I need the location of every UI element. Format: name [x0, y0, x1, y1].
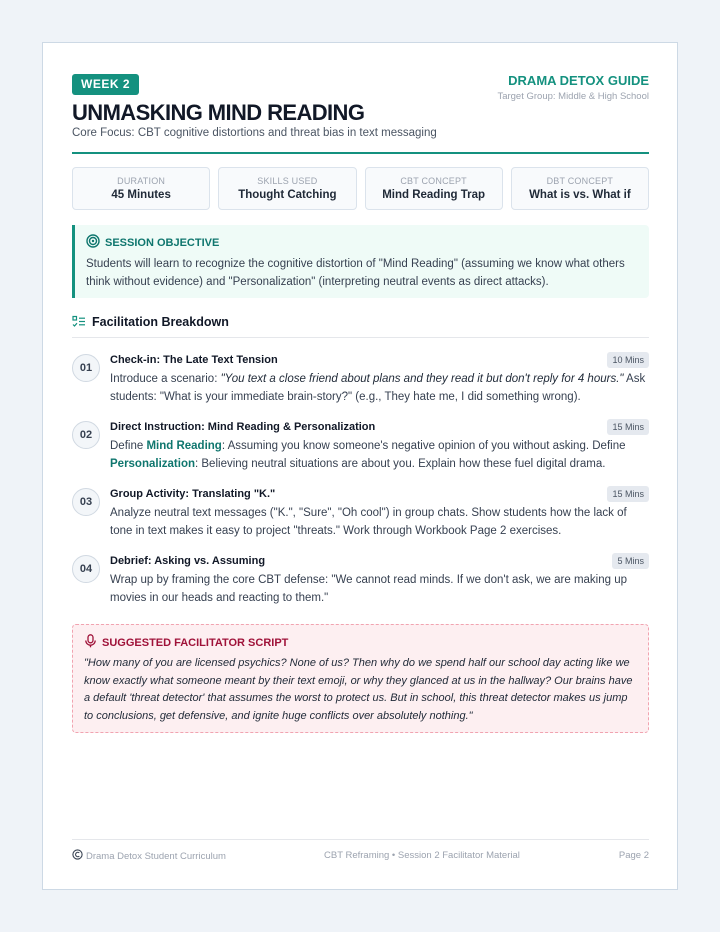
target-group: Target Group: Middle & High School: [497, 91, 649, 102]
step-item: [72, 352, 649, 419]
step-item: [72, 419, 649, 486]
stat-value: What is vs. What if: [529, 189, 631, 201]
document-page: [42, 42, 678, 890]
stat-value: Mind Reading Trap: [382, 189, 486, 201]
step-text: Define: [110, 440, 147, 452]
step-title: Debrief: Asking vs. Assuming: [110, 555, 266, 567]
step-title: Group Activity: Translating "K.": [110, 488, 276, 500]
step-item: [72, 553, 649, 620]
microphone-icon: [84, 634, 97, 651]
copyright-icon: [72, 849, 83, 863]
stat-dbt-concept: [511, 167, 649, 210]
script-heading-row: [84, 634, 637, 651]
stat-label: CBT CONCEPT: [400, 176, 467, 186]
stat-skills: [218, 167, 356, 210]
footer-curriculum: Drama Detox Student Curriculum: [86, 850, 226, 862]
step-time-badge: 10 Mins: [607, 352, 649, 368]
footer-left: [72, 849, 226, 863]
step-text: : Assuming you know someone's negative opinion of you without asking. Define: [221, 440, 626, 452]
breakdown-heading-row: [72, 315, 649, 338]
steps-list: [72, 352, 649, 620]
stat-label: SKILLS USED: [257, 176, 318, 186]
step-number: 02: [72, 421, 100, 449]
step-description: [110, 438, 649, 473]
step-title: Direct Instruction: Mind Reading & Personalization: [110, 421, 376, 433]
step-time-badge: 15 Mins: [607, 486, 649, 502]
term-highlight: Personalization: [110, 457, 195, 470]
step-description: Wrap up by framing the core CBT defense: "We cannot read minds. If we don't ask, we are making up movies in our heads and reacting to them.": [110, 574, 628, 604]
target-icon: [86, 234, 100, 251]
stats-row: [72, 167, 649, 210]
stat-label: DURATION: [117, 176, 166, 186]
stat-value: 45 Minutes: [111, 189, 171, 201]
step-description: Analyze neutral text messages ("K.", "Sure", "Oh cool") in group chats. Show students how the lack of tone in text makes it easy to project "threats." Work through Workbook Page 2 exercises.: [110, 507, 627, 537]
stat-cbt-concept: [365, 167, 503, 210]
step-time-badge: 15 Mins: [607, 419, 649, 435]
objective-heading: SESSION OBJECTIVE: [105, 236, 220, 249]
step-number: 01: [72, 354, 100, 382]
step-title: Check-in: The Late Text Tension: [110, 354, 278, 366]
step-text: : Believing neutral situations are about you. Explain how these fuel digital drama.: [195, 457, 606, 470]
script-text: "How many of you are licensed psychics? None of us? Then why do we spend half our school day acting like we know exactly what someone meant by their text emoji, or why they glanced at us in the hallway? Our brains have a default 'threat detector' that assumes the worst to protect us. But in school, this threat detector makes us jump to conclusions, get defensive, and ignite huge conflicts over absolutely nothing.": [84, 657, 633, 722]
scenario-quote: "You text a close friend about plans and they read it but don't reply for 4 hours.": [220, 373, 624, 385]
script-heading: SUGGESTED FACILITATOR SCRIPT: [102, 636, 289, 649]
objective-text: Students will learn to recognize the cognitive distortion of "Mind Reading" (assuming we know what others think without evidence) and "Personalization" (interpreting neutral events as direct attacks).: [86, 258, 625, 288]
step-description: [110, 371, 649, 406]
step-text: Ask students: "What is your immediate brain-story?" (e.g., They hate me, I did something wrong).: [110, 373, 646, 403]
step-item: [72, 486, 649, 553]
checklist-icon: [72, 315, 86, 332]
facilitator-script: [72, 624, 649, 733]
page-footer: [72, 839, 649, 869]
page-subtitle: Core Focus: CBT cognitive distortions and threat bias in text messaging: [72, 127, 437, 139]
step-text: Introduce a scenario:: [110, 373, 221, 385]
step-time-badge: 5 Mins: [612, 553, 649, 569]
breakdown-heading: Facilitation Breakdown: [92, 315, 229, 329]
objective-heading-row: [86, 234, 637, 251]
brand-name: DRAMA DETOX GUIDE: [508, 73, 649, 88]
footer-session: CBT Reframing • Session 2 Facilitator Material: [324, 850, 520, 861]
term-highlight: Mind Reading: [146, 440, 222, 452]
stat-label: DBT CONCEPT: [546, 176, 614, 186]
session-objective: [72, 225, 649, 298]
stat-value: Thought Catching: [238, 189, 337, 201]
week-badge: WEEK 2: [72, 74, 139, 95]
page-header: [72, 74, 649, 154]
step-number: 04: [72, 555, 100, 583]
step-number: 03: [72, 488, 100, 516]
footer-page-number: Page 2: [618, 850, 649, 861]
page-title: UNMASKING MIND READING: [72, 100, 365, 125]
stat-duration: [72, 167, 210, 210]
